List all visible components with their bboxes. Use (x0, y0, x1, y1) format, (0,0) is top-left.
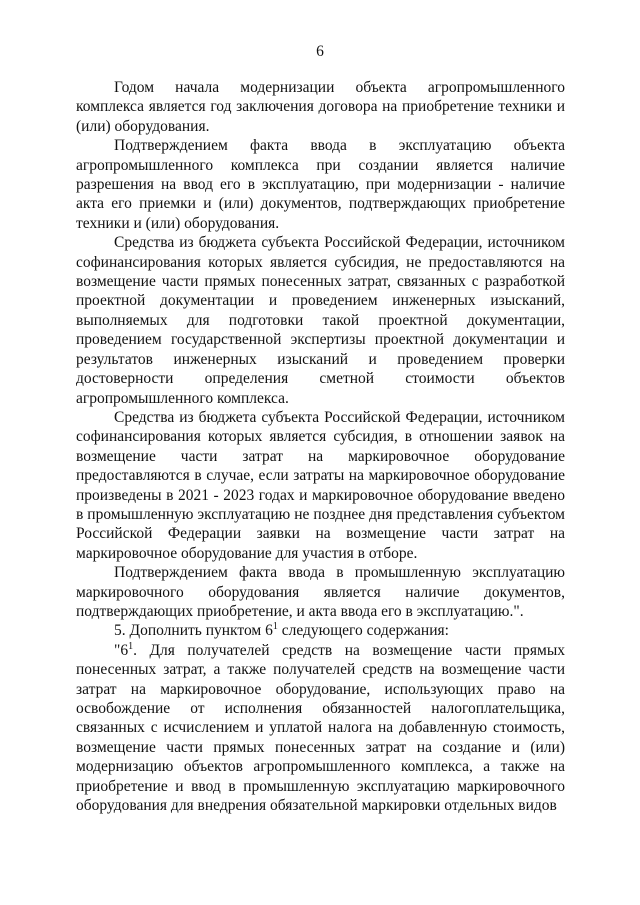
page-number: 6 (316, 43, 324, 60)
paragraph-amendment-item-5 (76, 621, 565, 640)
item-number-before: "6 (114, 641, 129, 659)
paragraph-commissioning-confirmation: Подтверждением факта ввода в эксплуатацию объекта агропромышленного комплекса при создании является наличие разрешения на ввод его в эксплуатацию, при модернизации - наличие акта его приемки и (или) документов, подтверждающих приобретение техники и (или) оборудования. (76, 137, 565, 232)
document-body (76, 78, 565, 815)
paragraph-budget-funds-design: Средства из бюджета субъекта Российской Федерации, источником софинансирования которых является субсидия, не предоставляются на возмещение части прямых понесенных затрат, связанных с разработкой проектной документации и проведением инженерных изысканий, выполняемых для подготовки такой проектной документации, проведением государственной экспертизы проектной документации и результатов инженерных изысканий и проведением проверки достоверности определения сметной стоимости объектов агропромышленного комплекса. (76, 234, 565, 407)
superscript-index: 1 (272, 621, 278, 633)
paragraph-industrial-commissioning-confirmation: Подтверждением факта ввода в промышленную эксплуатацию маркировочного оборудования является наличие документов, подтверждающих приобретение, и акта ввода его в эксплуатацию.". (76, 564, 565, 620)
superscript-index: 1 (128, 640, 134, 652)
paragraph-new-item-6-1 (76, 641, 565, 816)
paragraph-modernization-year: Годом начала модернизации объекта агропромышленного комплекса является год заключения договора на приобретение техники и (или) оборудования. (76, 79, 565, 135)
item-text: . Для получателей средств на возмещение части прямых понесенных затрат, а также получателей средств на возмещение части затрат на маркировочное оборудование, использующих право на освобождение от исполнения обязанностей налогоплательщика, связанных с исчислением и уплатой налога на добавленную стоимость, возмещение части прямых понесенных затрат на создание и (или) модернизацию объектов агропромышленного комплекса, а также на приобретение и ввод в промышленную эксплуатацию маркировочного оборудования для внедрения обязательной маркировки отдельных видов (76, 641, 565, 815)
amendment-text-after: следующего содержания: (277, 622, 449, 640)
amendment-text-before: 5. Дополнить пунктом 6 (114, 622, 273, 640)
paragraph-budget-funds-marking: Средства из бюджета субъекта Российской Федерации, источником софинансирования которых является субсидия, в отношении заявок на возмещение части затрат на маркировочное оборудование предоставляются в случае, если затраты на маркировочное оборудование произведены в 2021 - 2023 годах и маркировочное оборудование введено в промышленную эксплуатацию не позднее дня представления субъектом Российской Федерации заявки на возмещение части затрат на маркировочное оборудование для участия в отборе. (76, 408, 565, 562)
